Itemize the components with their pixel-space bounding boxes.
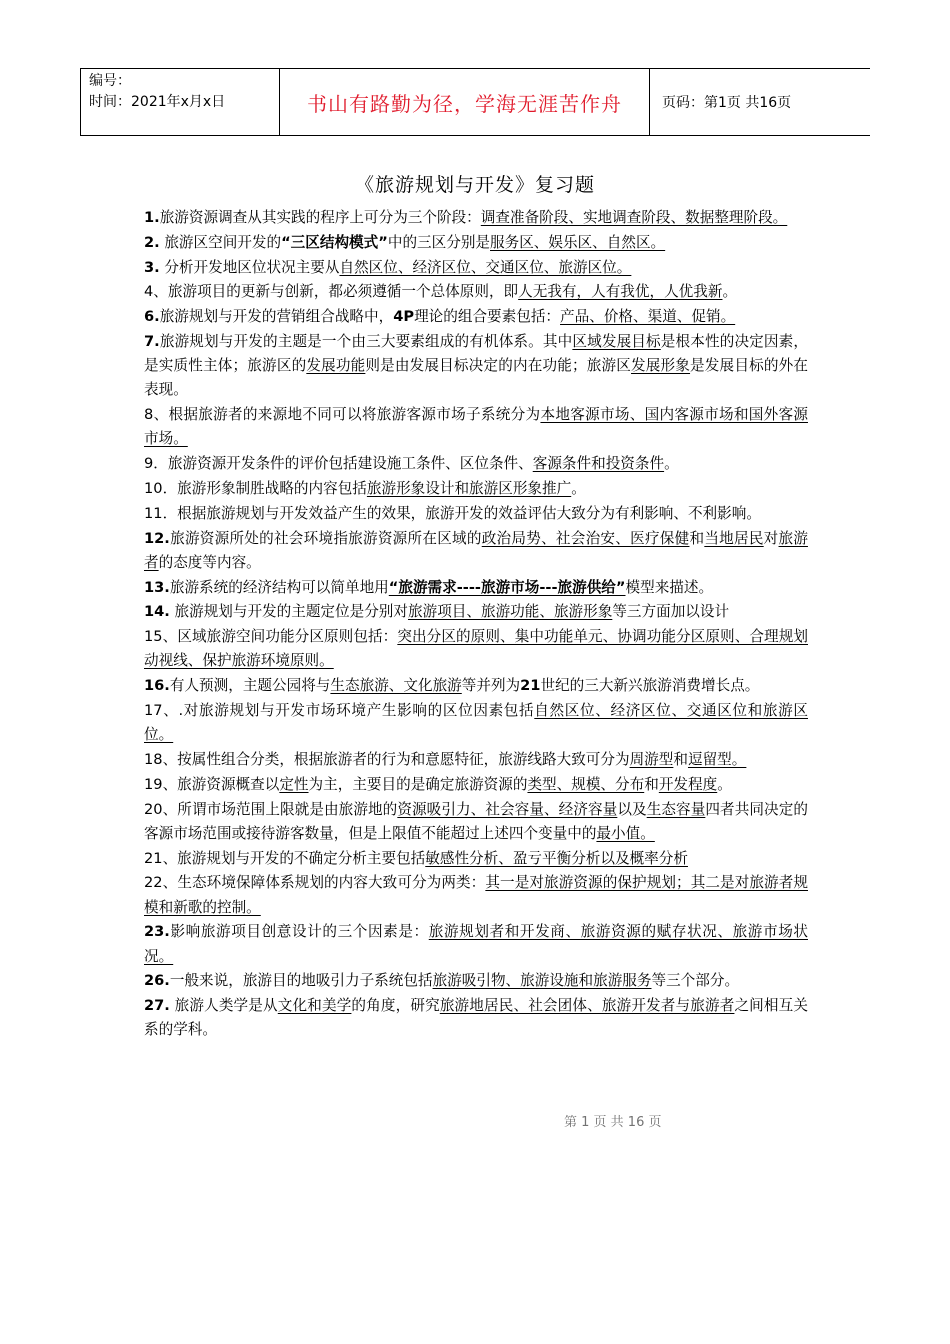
question-6: 6.旅游规划与开发的营销组合战略中，4P理论的组合要素包括：产品、价格、渠道、促销。 <box>144 308 736 326</box>
question-18: 18、按属性组合分类，根据旅游者的行为和意愿特征，旅游线路大致可分为周游型和逗留型。 <box>144 750 747 768</box>
question-17: 17、.对旅游规划与开发市场环境产生影响的区位因素包括自然区位、经济区位、交通区位和旅游区位。 <box>144 701 808 744</box>
header-page-cell <box>650 69 870 135</box>
question-3: 3. 分析开发地区位状况主要从自然区位、经济区位、交通区位、旅游区位。 <box>144 258 632 276</box>
page-label: 页码：第1页 共16页 <box>662 95 792 111</box>
header-motto-cell <box>280 69 650 135</box>
page-watermark: 第 1 页 共 16 页 <box>564 1115 662 1130</box>
header-left-cell <box>80 69 280 135</box>
question-8: 8、根据旅游者的来源地不同可以将旅游客源市场子系统分为本地客源市场、国内客源市场和国外客源市场。 <box>144 406 808 448</box>
question-15: 15、区域旅游空间功能分区原则包括：突出分区的原则、集中功能单元、协调功能分区原则、合理规划动视线、保护旅游环境原则。 <box>144 628 808 670</box>
question-19: 19、旅游资源概查以定性为主，主要目的是确定旅游资源的类型、规模、分布和开发程度。 <box>144 775 732 793</box>
question-11: 11．根据旅游规划与开发效益产生的效果，旅游开发的效益评估大致分为有利影响、不利影响。 <box>144 504 761 522</box>
question-20: 20、所谓市场范围上限就是由旅游地的资源吸引力、社会容量、经济容量以及生态容量四者共同决定的客源市场范围或接待游客数量，但是上限值不能超过上述四个变量中的最小值。 <box>144 800 808 842</box>
question-12: 12.旅游资源所处的社会环境指旅游资源所在区域的政治局势、社会治安、医疗保健和当地居民对旅游者的态度等内容。 <box>144 529 808 571</box>
question-9: 9．旅游资源开发条件的评价包括建设施工条件、区位条件、客源条件和投资条件。 <box>144 455 679 473</box>
document-title: 《旅游规划与开发》复习题 <box>354 174 595 196</box>
time-label: 时间：2021年x月x日 <box>89 94 226 110</box>
question-16: 16.有人预测，主题公园将与生态旅游、文化旅游等并列为21世纪的三大新兴旅游消费增长点。 <box>144 677 760 695</box>
question-21: 21、旅游规划与开发的不确定分析主要包括敏感性分析、盈亏平衡分析以及概率分析 <box>144 849 688 867</box>
question-23: 23.影响旅游项目创意设计的三个因素是：旅游规划者和开发商、旅游资源的赋存状况、旅游市场状况。 <box>144 923 808 965</box>
question-13: 13.旅游系统的经济结构可以简单地用“旅游需求----旅游市场---旅游供给”模型来描述。 <box>144 578 714 596</box>
question-list <box>144 206 808 1043</box>
question-1: 1.旅游资源调查从其实践的程序上可分为三个阶段：调查准备阶段、实地调查阶段、数据整理阶段。 <box>144 209 788 226</box>
question-2: 2. 旅游区空间开发的“三区结构模式”中的三区分别是服务区、娱乐区、自然区。 <box>144 233 666 251</box>
motto: 书山有路勤为径，学海无涯苦作舟 <box>307 91 622 116</box>
number-label: 编号： <box>89 73 131 89</box>
question-22: 22、生态环境保障体系规划的内容大致可分为两类：其一是对旅游资源的保护规划；其二是对旅游者规模和新歌的控制。 <box>144 874 808 916</box>
question-26: 26.一般来说，旅游目的地吸引力子系统包括旅游吸引物、旅游设施和旅游服务等三个部分。 <box>144 972 740 990</box>
question-27: 27. 旅游人类学是从文化和美学的角度，研究旅游地居民、社会团体、旅游开发者与旅游者之间相互关系的学科。 <box>144 997 808 1039</box>
question-7: 7.旅游规划与开发的主题是一个由三大要素组成的有机体系。其中区域发展目标是根本性的决定因素，是实质性主体；旅游区的发展功能则是由发展目标决定的内在功能；旅游区发展形象是发展目标的外在表现。 <box>144 332 808 399</box>
question-10: 10．旅游形象制胜战略的内容包括旅游形象设计和旅游区形象推广。 <box>144 479 586 497</box>
question-4: 4、旅游项目的更新与创新，都必须遵循一个总体原则，即人无我有，人有我优，人优我新。 <box>144 283 738 301</box>
question-14: 14. 旅游规划与开发的主题定位是分别对旅游项目、旅游功能、旅游形象等三方面加以设计 <box>144 603 730 621</box>
document-header <box>80 68 870 136</box>
